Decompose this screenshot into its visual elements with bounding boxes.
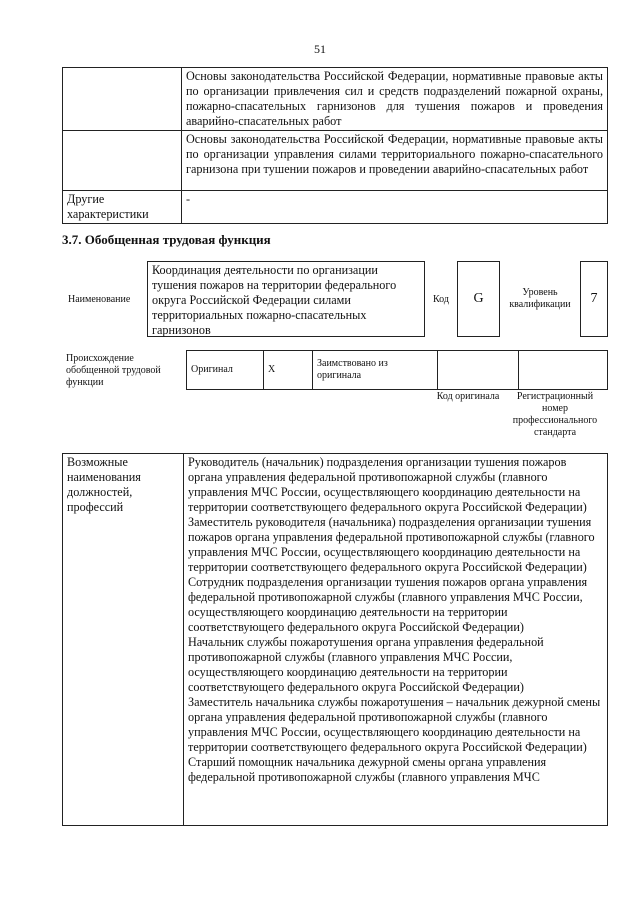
origin-original-label: Оригинал	[187, 351, 264, 390]
origin-code-cell	[438, 351, 519, 390]
positions-label: Возможные наименования должностей, профессий	[63, 454, 184, 826]
positions-list	[184, 454, 608, 826]
other-characteristics-value: -	[182, 191, 608, 224]
table-cell-label	[63, 131, 182, 191]
caption-reg: Регистрационный номер профессионального стандарта	[512, 391, 598, 438]
positions-table	[62, 453, 608, 826]
list-item: Заместитель руководителя (начальника) подразделения организации тушения пожаров органа управления федеральной противопожарной службы (главного управления МЧС России, осуществляющего координацию деятельности на территории соответствующего федерального округа Российской Федерации)	[188, 515, 595, 574]
knowledge-table	[62, 67, 608, 224]
name-label: Наименование	[68, 294, 131, 305]
table-cell-text: Основы законодательства Российской Федерации, нормативные правовые акты по организации управления силами территориального пожарно-спасательного гарнизона при тушении пожаров и проведении аварийно-спасательных работ	[182, 131, 608, 191]
origin-borrowed-label: Заимствовано из оригинала	[313, 351, 438, 390]
section-heading: 3.7. Обобщенная трудовая функция	[62, 232, 271, 247]
code-label: Код	[433, 294, 449, 305]
origin-mark: X	[264, 351, 313, 390]
origin-label: Происхождение обобщенной трудовой функции	[66, 353, 161, 388]
list-item: Заместитель начальника службы пожаротушения – начальник дежурной смены органа управления федеральной противопожарной службы (главного управления МЧС России, осуществляющего координацию деятельности на территории соответствующего федерального округа Российской Федерации)	[188, 695, 601, 754]
table-cell-text: Основы законодательства Российской Федерации, нормативные правовые акты по организации привлечения сил и средств подразделений пожарной охраны, пожарно-спасательных гарнизонов для тушения пожаров и проведения аварийно-спасательных работ	[182, 68, 608, 131]
origin-table	[186, 350, 608, 390]
table-row	[63, 191, 608, 224]
list-item: Начальник службы пожаротушения органа управления федеральной противопожарной службы (главного управления МЧС России, осуществляющего координацию деятельности на территории соответствующего федерального округа Российской Федерации)	[188, 635, 544, 694]
table-row	[63, 68, 608, 131]
code-value: G	[457, 261, 500, 337]
origin-reg-cell	[519, 351, 608, 390]
table-row	[63, 131, 608, 191]
table-row	[187, 351, 608, 390]
level-label: Уровень квалификации	[509, 287, 571, 310]
caption-code: Код оригинала	[436, 391, 500, 402]
table-row	[63, 454, 608, 826]
page-number: 51	[314, 42, 326, 56]
list-item: Руководитель (начальник) подразделения организации тушения пожаров органа управления федеральной противопожарной службы (главного управления МЧС России, осуществляющего координацию деятельности на территории соответствующего федерального округа Российской Федерации)	[188, 455, 587, 514]
table-cell-label	[63, 68, 182, 131]
list-item: Старший помощник начальника дежурной смены органа управления федеральной противопожарной службы (главного управления МЧС	[188, 755, 547, 784]
list-item: Сотрудник подразделения организации тушения пожаров органа управления федеральной противопожарной службы (главного управления МЧС России, осуществляющего координацию деятельности на территории соответствующего федерального округа Российской Федерации)	[188, 575, 588, 634]
level-value: 7	[580, 261, 608, 337]
function-name: Координация деятельности по организации тушения пожаров на территории федерального округа Российской Федерации силами территориальных пожарно-спасательных гарнизонов	[147, 261, 425, 337]
other-characteristics-label: Другие характеристики	[63, 191, 182, 224]
